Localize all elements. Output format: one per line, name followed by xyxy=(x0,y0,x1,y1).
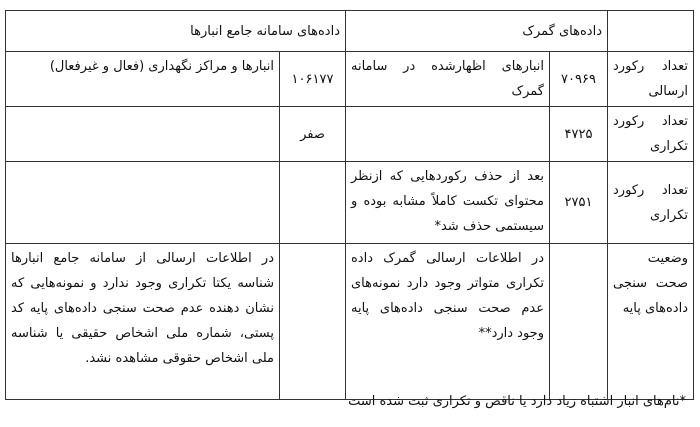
header-customs: داده‌های گمرک xyxy=(345,11,607,52)
customs-note xyxy=(345,107,549,162)
system-value: صفر xyxy=(279,107,345,162)
table-row xyxy=(6,52,694,107)
row-label: وضعیت صحت سنجی داده‌های پایه xyxy=(608,244,694,400)
system-value xyxy=(279,244,345,400)
header-empty-cell xyxy=(608,11,694,52)
system-note: انبارها و مراکز نگهداری (فعال و غیرفعال) xyxy=(6,52,280,107)
header-warehouse-system: داده‌های سامانه جامع انبارها xyxy=(6,11,346,52)
customs-value: ۲۷۵۱ xyxy=(550,162,608,244)
row-label: تعداد رکورد ارسالی xyxy=(608,52,694,107)
system-value xyxy=(279,162,345,244)
customs-note: در اطلاعات ارسالی گمرک داده تکراری متواتر وجود دارد نمونه‌های عدم صحت سنجی داده‌های پایه وجود دارد** xyxy=(345,244,549,400)
row-label: تعداد رکورد تکراری xyxy=(608,162,694,244)
table-row xyxy=(6,162,694,244)
system-note xyxy=(6,107,280,162)
customs-note: بعد از حذف رکوردهایی که ازنظر محتوای تکست کاملاً مشابه بوده و سیستمی حذف شد* xyxy=(345,162,549,244)
row-label: تعداد رکورد تکراری xyxy=(608,107,694,162)
table-row xyxy=(6,244,694,400)
system-value: ۱۰۶۱۷۷ xyxy=(279,52,345,107)
customs-value: ۴۷۲۵ xyxy=(550,107,608,162)
system-note: در اطلاعات ارسالی از سامانه جامع انبارها شناسه یکتا تکراری وجود ندارد و نمونه‌هایی که نشان دهنده عدم صحت سنجی داده‌های پایه کد پستی، شماره ملی اشخاص حقیقی یا شناسه ملی اشخاص حقوقی مشاهده نشد. xyxy=(6,244,280,400)
system-note xyxy=(6,162,280,244)
customs-value xyxy=(550,244,608,400)
footnote: *نام‌های انبار اشتباه زیاد دارد یا ناقص و تکراری ثبت شده است xyxy=(348,394,686,409)
customs-note: انبارهای اظهارشده در سامانه گمرک xyxy=(345,52,549,107)
comparison-table xyxy=(5,10,694,400)
table-header-row xyxy=(6,11,694,52)
table-row xyxy=(6,107,694,162)
customs-value: ۷۰۹۶۹ xyxy=(550,52,608,107)
